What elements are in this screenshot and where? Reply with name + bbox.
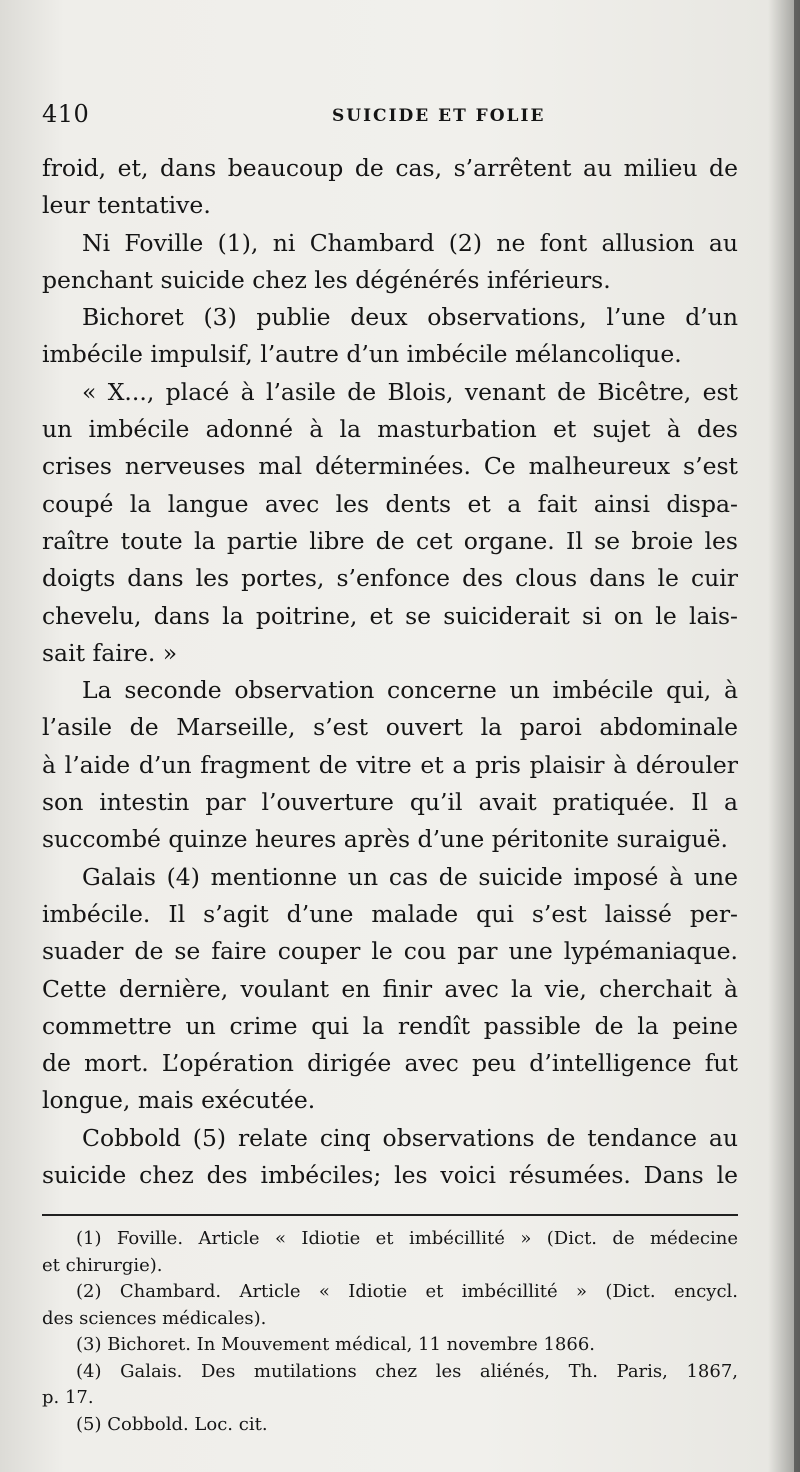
footnote-line: (5) Cobbold. Loc. cit. <box>76 1413 268 1435</box>
page-edge-shadow <box>794 0 800 1472</box>
text-line: leur tentative. <box>42 191 211 220</box>
text-line: succombé quinze heures après d’une péritonite suraiguë. <box>42 825 728 854</box>
text-line: penchant suicide chez les dégénérés inférieurs. <box>42 265 611 294</box>
text-line: La seconde observation concerne un imbécile qui, à <box>82 676 738 705</box>
text-line: Cette dernière, voulant en finir avec la vie, cherchait à <box>42 974 738 1003</box>
footnote-line: p. 17. <box>42 1387 94 1408</box>
text-line: Ni Foville (1), ni Chambard (2) ne font allusion au <box>82 228 738 257</box>
text-line: Cobbold (5) relate cinq observations de tendance au <box>82 1123 738 1152</box>
text-line: Bichoret (3) publie deux observations, l’une d’un <box>82 303 738 332</box>
footnote-line: et chirurgie). <box>42 1254 163 1276</box>
footnote-line: (4) Galais. Des mutilations chez les aliénés, Th. Paris, 1867, <box>76 1360 738 1382</box>
body-text <box>42 150 738 1194</box>
footnotes <box>42 1226 738 1438</box>
text-line: commettre un crime qui la rendît passible de la peine <box>42 1011 738 1040</box>
text-line: suicide chez des imbéciles; les voici résumées. Dans le <box>42 1161 738 1190</box>
footnote-divider <box>42 1214 738 1216</box>
page-number: 410 <box>42 100 90 128</box>
text-line: Galais (4) mentionne un cas de suicide imposé à une <box>82 862 738 891</box>
text-line: longue, mais exécutée. <box>42 1086 316 1115</box>
footnote-line: des sciences médicales). <box>42 1307 267 1329</box>
running-title: SUICIDE ET FOLIE <box>332 106 546 126</box>
footnote-line: (1) Foville. Article « Idiotie et imbécillité » (Dict. de médecine <box>76 1228 738 1249</box>
text-line: doigts dans les portes, s’enfonce des clous dans le cuir <box>42 564 738 593</box>
text-line: raître toute la partie libre de cet organe. Il se broie les <box>42 526 738 555</box>
text-line: à l’aide d’un fragment de vitre et a pris plaisir à dérouler <box>42 750 738 779</box>
text-line: sait faire. » <box>42 638 178 667</box>
footnote-line: (2) Chambard. Article « Idiotie et imbécillité » (Dict. encycl. <box>76 1281 738 1302</box>
text-line: froid, et, dans beaucoup de cas, s’arrêtent au milieu de <box>42 154 738 182</box>
text-line: l’asile de Marseille, s’est ouvert la paroi abdominale <box>42 713 738 742</box>
text-line: chevelu, dans la poitrine, et se suiciderait si on le lais- <box>42 601 738 630</box>
footnote-line: (3) Bichoret. In Mouvement médical, 11 novembre 1866. <box>76 1334 596 1355</box>
text-line: suader de se faire couper le cou par une lypémaniaque. <box>42 937 738 966</box>
text-line: crises nerveuses mal déterminées. Ce malheureux s’est <box>42 452 738 481</box>
text-line: « X..., placé à l’asile de Blois, venant de Bicêtre, est <box>82 377 738 406</box>
text-line: imbécile. Il s’agit d’une malade qui s’est laissé per- <box>42 899 738 928</box>
text-line: imbécile impulsif, l’autre d’un imbécile mélancolique. <box>42 340 682 369</box>
text-line: son intestin par l’ouverture qu’il avait pratiquée. Il a <box>42 788 738 817</box>
text-line: un imbécile adonné à la masturbation et sujet à des <box>42 415 738 444</box>
page-header <box>42 100 742 136</box>
text-line: de mort. L’opération dirigée avec peu d’intelligence fut <box>42 1049 738 1078</box>
text-line: coupé la langue avec les dents et a fait ainsi dispa- <box>42 489 738 518</box>
